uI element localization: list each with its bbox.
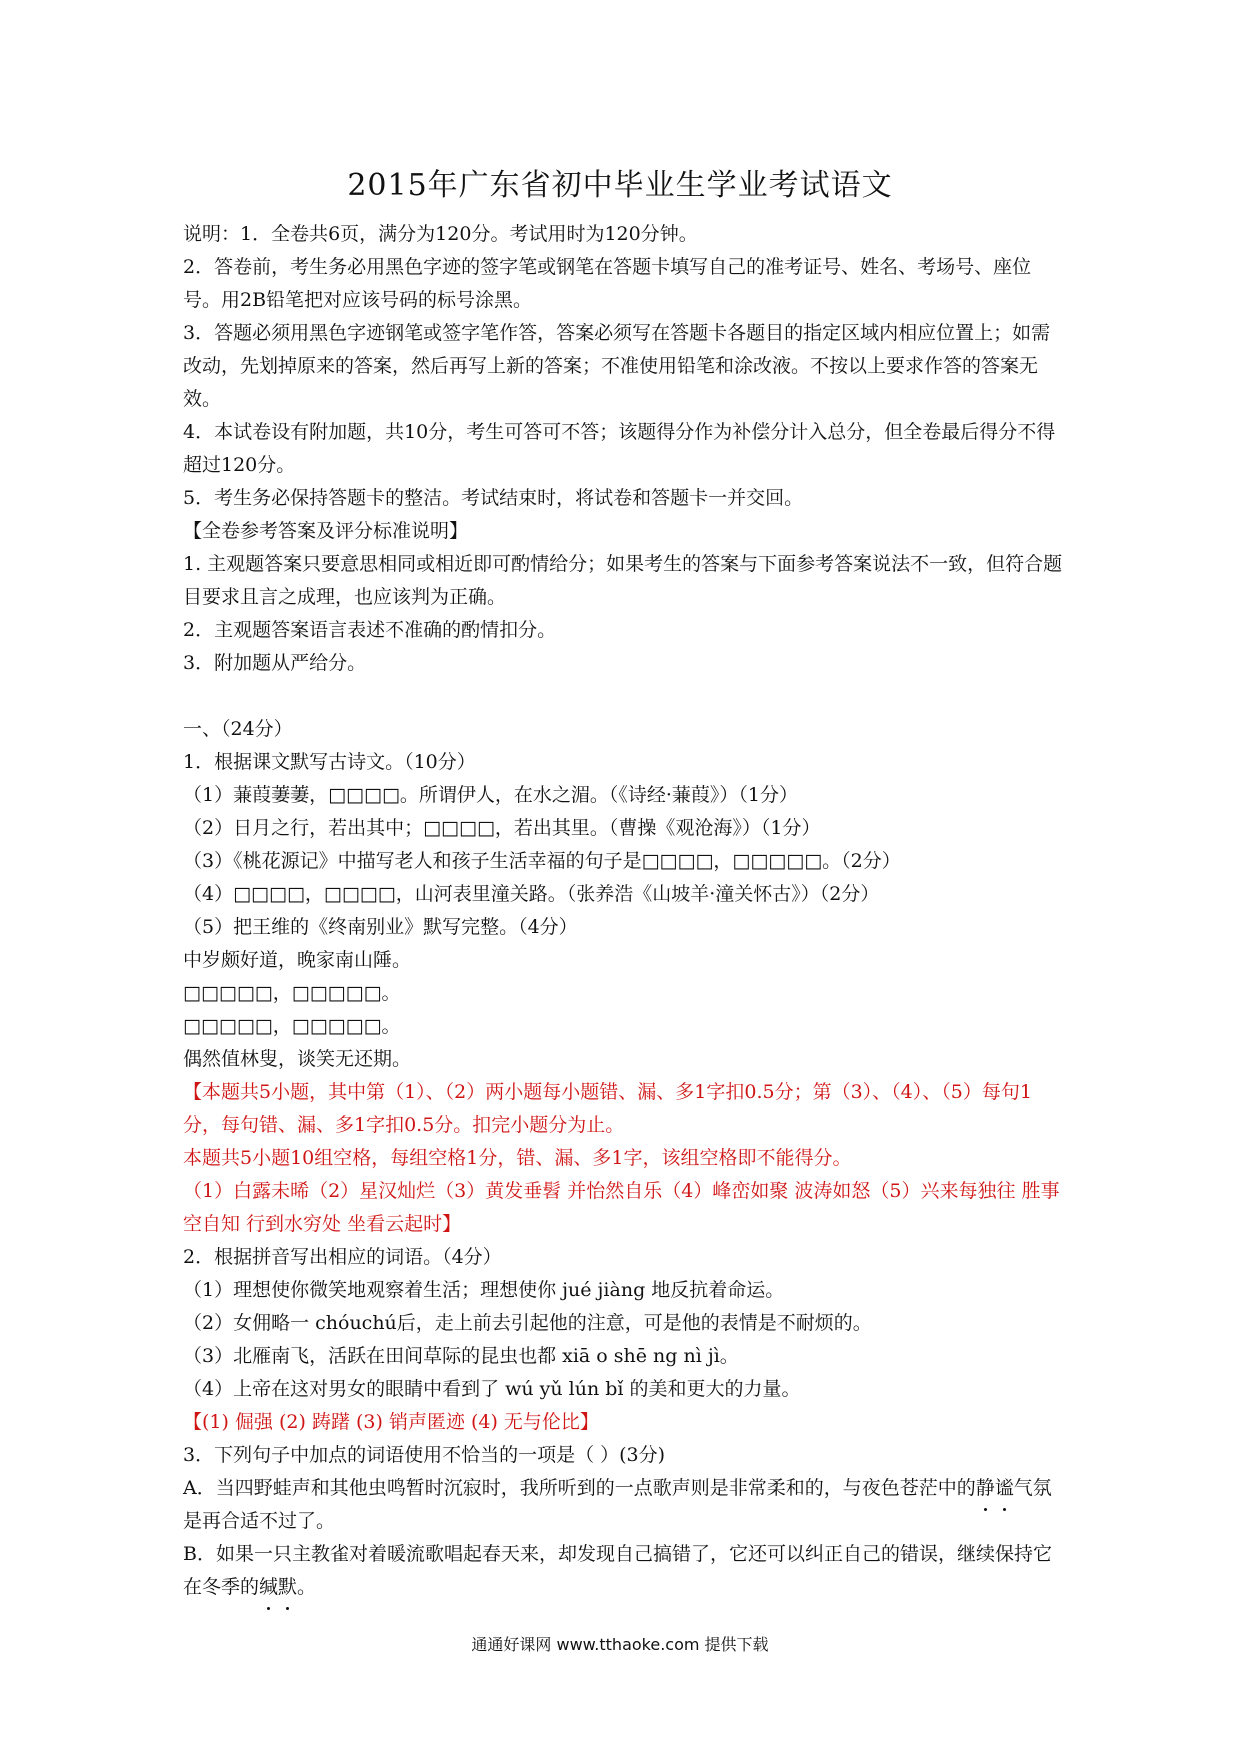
poem-line-2: □□□□□，□□□□□。 xyxy=(183,982,401,1004)
emphasis-char: 静 xyxy=(976,1472,995,1505)
question-3-option-a xyxy=(183,1472,1063,1538)
instruction-3: 3．答题必须用黑色字迹钢笔或签字笔作答，答案必须写在答题卡各题目的指定区域内相应位置上；如需改动，先划掉原来的答案，然后再写上新的答案；不准使用铅笔和涂改液。不按以上要求作答的答案无效。 xyxy=(183,322,1051,410)
question-2-item-1: （1）理想使你微笑地观察着生活；理想使你 jué jiàng 地反抗着命运。 xyxy=(183,1279,785,1301)
page-footer: 通通好课网 www.tthaoke.com 提供下载 xyxy=(471,1635,769,1654)
question-2-item-2: （2）女佣略一 chóuchú后，走上前去引起他的注意，可是他的表情是不耐烦的。 xyxy=(183,1312,872,1334)
emphasis-char: 缄 xyxy=(259,1571,278,1604)
emphasis-char: 谧 xyxy=(995,1472,1014,1505)
scoring-item-3: 3．附加题从严给分。 xyxy=(183,652,367,674)
question-1-item-5: （5）把王维的《终南别业》默写完整。（4分） xyxy=(183,916,578,938)
scoring-item-2: 2．主观题答案语言表述不准确的酌情扣分。 xyxy=(183,619,557,641)
instruction-2: 2．答卷前，考生务必用黑色字迹的签字笔或钢笔在答题卡填写自己的准考证号、姓名、考场号、座位号。用2B铅笔把对应该号码的标号涂黑。 xyxy=(183,256,1032,311)
poem-line-1: 中岁颇好道，晚家南山陲。 xyxy=(183,949,412,971)
scoring-heading: 【全卷参考答案及评分标准说明】 xyxy=(183,520,469,542)
question-1-item-4: （4）□□□□，□□□□，山河表里潼关路。（张养浩《山坡羊·潼关怀古》）（2分） xyxy=(183,883,880,905)
section-heading: 一、（24分） xyxy=(183,718,293,740)
question-1-item-3: （3）《桃花源记》中描写老人和孩子生活幸福的句子是□□□□，□□□□□。（2分） xyxy=(183,850,901,872)
question-1-answer-2: 本题共5小题10组空格，每组空格1分，错、漏、多1字，该组空格即不能得分。 xyxy=(183,1147,852,1169)
option-b-text: B．如果一只主教雀对着暖流歌唱起春天来，却发现自己搞错了，它还可以纠正自己的错误，继续保持它在冬季的 xyxy=(183,1543,1052,1598)
option-a-text-end: 气氛是再合适不过了。 xyxy=(183,1477,1052,1532)
instruction-4: 4．本试卷设有附加题，共10分，考生可答可不答；该题得分作为补偿分计入总分，但全卷最后得分不得超过120分。 xyxy=(183,421,1056,476)
option-b-text-end: 。 xyxy=(297,1576,317,1598)
instruction-5: 5．考生务必保持答题卡的整洁。考试结束时，将试卷和答题卡一并交回。 xyxy=(183,487,804,509)
question-1-stem: 1．根据课文默写古诗文。（10分） xyxy=(183,751,476,773)
question-3-stem: 3．下列句子中加点的词语使用不恰当的一项是（ ）(3分) xyxy=(183,1444,666,1466)
spacer xyxy=(183,680,1063,713)
question-2-answer: 【(1) 倔强 (2) 踌躇 (3) 销声匿迹 (4) 无与伦比】 xyxy=(183,1411,599,1433)
question-1-answer-3: （1）白露未晞（2）星汉灿烂（3）黄发垂髫 并怡然自乐（4）峰峦如聚 波涛如怒（5）兴来每独往 胜事空自知 行到水穷处 坐看云起时】 xyxy=(183,1180,1060,1235)
question-1-item-2: （2）日月之行，若出其中；□□□□，若出其里。（曹操《观沧海》）（1分） xyxy=(183,817,821,839)
question-1-item-1: （1）蒹葭萋萋，□□□□。所谓伊人，在水之湄。（《诗经·蒹葭》）（1分） xyxy=(183,784,799,806)
instruction-1: 说明：1．全卷共6页，满分为120分。考试用时为120分钟。 xyxy=(183,223,698,245)
question-1-answer-1: 【本题共5小题，其中第（1）、（2）两小题每小题错、漏、多1字扣0.5分；第（3）、（4）、（5）每句1分，每句错、漏、多1字扣0.5分。扣完小题分为止。 xyxy=(183,1081,1032,1136)
page-title: 2015年广东省初中毕业生学业考试语文 xyxy=(347,168,893,203)
question-2-stem: 2．根据拼音写出相应的词语。（4分） xyxy=(183,1246,502,1268)
question-3-option-b xyxy=(183,1538,1063,1604)
question-2-item-3: （3）北雁南飞，活跃在田间草际的昆虫也都 xiā o shē ng nì jì。 xyxy=(183,1345,739,1367)
question-2-item-4: （4）上帝在这对男女的眼睛中看到了 wú yǔ lún bǐ 的美和更大的力量。 xyxy=(183,1378,801,1400)
emphasis-char: 默 xyxy=(278,1571,297,1604)
option-a-text: A．当四野蛙声和其他虫鸣暂时沉寂时，我所听到的一点歌声则是非常柔和的，与夜色苍茫中的 xyxy=(183,1477,976,1499)
poem-line-4: 偶然值林叟，谈笑无还期。 xyxy=(183,1048,412,1070)
scoring-item-1: 1. 主观题答案只要意思相同或相近即可酌情给分；如果考生的答案与下面参考答案说法不一致，但符合题目要求且言之成理，也应该判为正确。 xyxy=(183,553,1063,608)
poem-line-3: □□□□□，□□□□□。 xyxy=(183,1015,401,1037)
page-content xyxy=(183,218,1063,1604)
